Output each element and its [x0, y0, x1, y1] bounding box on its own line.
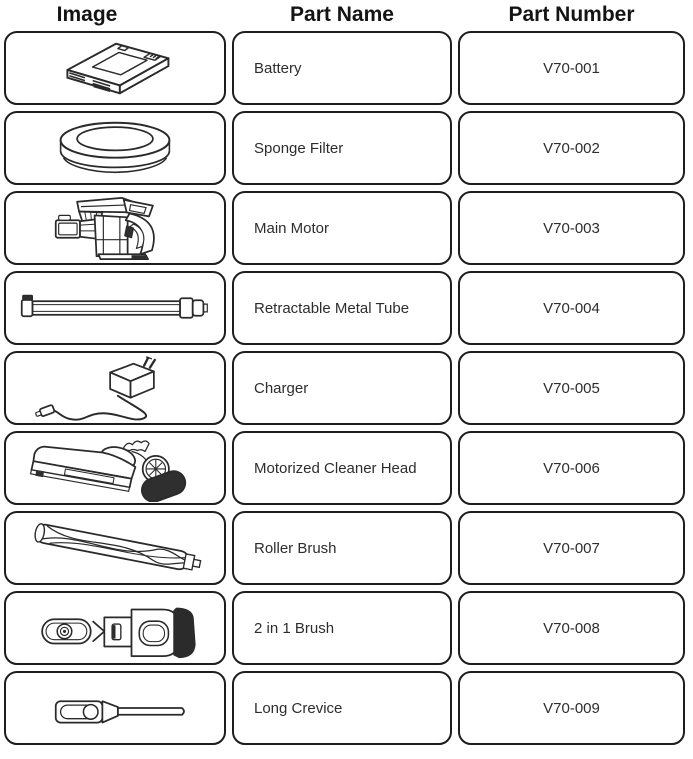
part-name: Motorized Cleaner Head	[254, 459, 417, 477]
part-name-cell	[232, 351, 452, 425]
part-name-cell	[232, 191, 452, 265]
long-crevice-illustration	[6, 674, 224, 742]
table-row	[0, 431, 693, 505]
table-row	[0, 271, 693, 345]
table-row	[0, 191, 693, 265]
battery-illustration	[6, 34, 224, 102]
table-row	[0, 511, 693, 585]
header-part-number-label: Part Number	[508, 3, 635, 26]
part-number: V70-001	[543, 59, 600, 77]
part-name-cell	[232, 431, 452, 505]
part-name: Long Crevice	[254, 699, 343, 717]
header-part-name-label: Part Name	[290, 3, 394, 26]
part-name: Battery	[254, 59, 302, 77]
part-image-cell	[4, 31, 226, 105]
part-name-cell	[232, 671, 452, 745]
part-number: V70-006	[543, 459, 600, 477]
part-number: V70-009	[543, 699, 600, 717]
part-image-cell	[4, 511, 226, 585]
table-row	[0, 111, 693, 185]
part-name-cell	[232, 271, 452, 345]
part-name: Sponge Filter	[254, 139, 344, 157]
table-row	[0, 31, 693, 105]
part-number-cell	[458, 271, 685, 345]
part-image-cell	[4, 271, 226, 345]
table-header	[0, 0, 693, 31]
sponge-filter-illustration	[6, 114, 224, 182]
part-image-cell	[4, 431, 226, 505]
header-image-column	[4, 2, 226, 28]
part-image-cell	[4, 671, 226, 745]
table-row	[0, 671, 693, 745]
charger-illustration	[6, 354, 224, 422]
2-in-1-brush-illustration	[6, 594, 224, 662]
part-number-cell	[458, 671, 685, 745]
part-name: Main Motor	[254, 219, 330, 237]
part-number: V70-004	[543, 299, 600, 317]
part-number: V70-002	[543, 139, 600, 157]
part-image-cell	[4, 591, 226, 665]
part-name: Charger	[254, 379, 309, 397]
part-name-cell	[232, 511, 452, 585]
part-number-cell	[458, 351, 685, 425]
header-part-name-column	[232, 2, 452, 28]
motorized-cleaner-head-illustration	[6, 434, 224, 502]
part-number-cell	[458, 191, 685, 265]
part-image-cell	[4, 351, 226, 425]
part-number-cell	[458, 31, 685, 105]
part-image-cell	[4, 111, 226, 185]
part-name-cell	[232, 31, 452, 105]
header-image-label: Image	[56, 3, 118, 26]
part-name: Roller Brush	[254, 539, 337, 557]
part-name: Retractable Metal Tube	[254, 299, 410, 317]
part-number-cell	[458, 431, 685, 505]
retractable-metal-tube-illustration	[6, 274, 224, 342]
header-part-number-column	[458, 2, 685, 28]
part-name-cell	[232, 111, 452, 185]
roller-brush-illustration	[6, 514, 224, 582]
part-name: 2 in 1 Brush	[254, 619, 335, 637]
table-row	[0, 591, 693, 665]
part-number-cell	[458, 111, 685, 185]
part-number: V70-005	[543, 379, 600, 397]
part-image-cell	[4, 191, 226, 265]
part-number: V70-003	[543, 219, 600, 237]
part-number: V70-008	[543, 619, 600, 637]
part-name-cell	[232, 591, 452, 665]
part-number-cell	[458, 591, 685, 665]
main-motor-illustration	[6, 194, 224, 262]
part-number: V70-007	[543, 539, 600, 557]
part-number-cell	[458, 511, 685, 585]
table-row	[0, 351, 693, 425]
